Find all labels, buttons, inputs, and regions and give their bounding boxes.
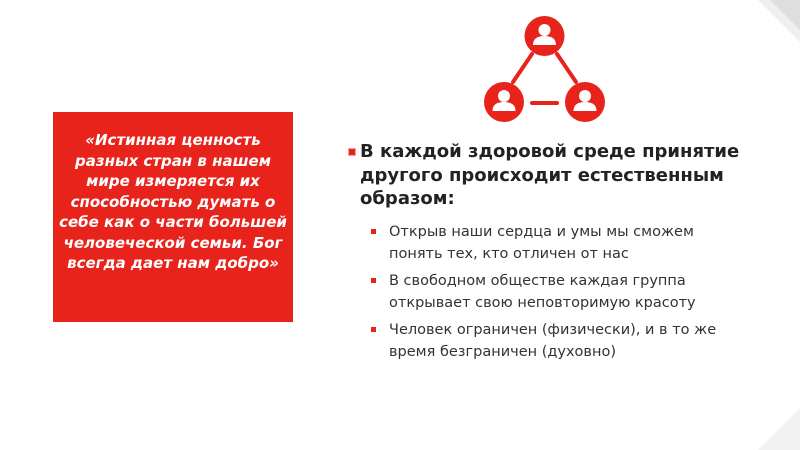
sub-bullet-item <box>371 221 731 264</box>
people-network-icon <box>482 10 607 125</box>
sub-bullet-text: Открыв наши сердца и умы мы сможем понять тех, кто отличен от нас <box>389 224 694 262</box>
sub-bullet-item <box>371 270 731 313</box>
main-bullet <box>348 140 768 211</box>
person-icon-top <box>525 16 565 56</box>
corner-decoration-bottom <box>758 408 800 450</box>
sub-bullet-list <box>371 221 731 368</box>
sub-bullet-item <box>371 319 731 362</box>
corner-decoration-top <box>758 0 800 42</box>
bullet-marker-icon <box>371 229 376 234</box>
sub-bullet-text: Человек ограничен (физически), и в то же время безграничен (духовно) <box>389 322 717 360</box>
main-bullet-text: В каждой здоровой среде принятие другого происходит естественным образом: <box>360 141 740 209</box>
bullet-marker-icon <box>371 327 376 332</box>
bullet-marker-icon <box>371 278 376 283</box>
person-icon-right <box>565 82 605 122</box>
bullet-marker-icon <box>348 148 356 156</box>
person-icon-left <box>484 82 524 122</box>
quote-text: «Истинная ценность разных стран в нашем мире измеряется их способностью думать о себе как о части большей человеческой семьи. Бог всегда дает нам добро» <box>59 131 287 272</box>
sub-bullet-text: В свободном обществе каждая группа открывает свою неповторимую красоту <box>389 273 696 311</box>
quote-box <box>53 112 293 322</box>
